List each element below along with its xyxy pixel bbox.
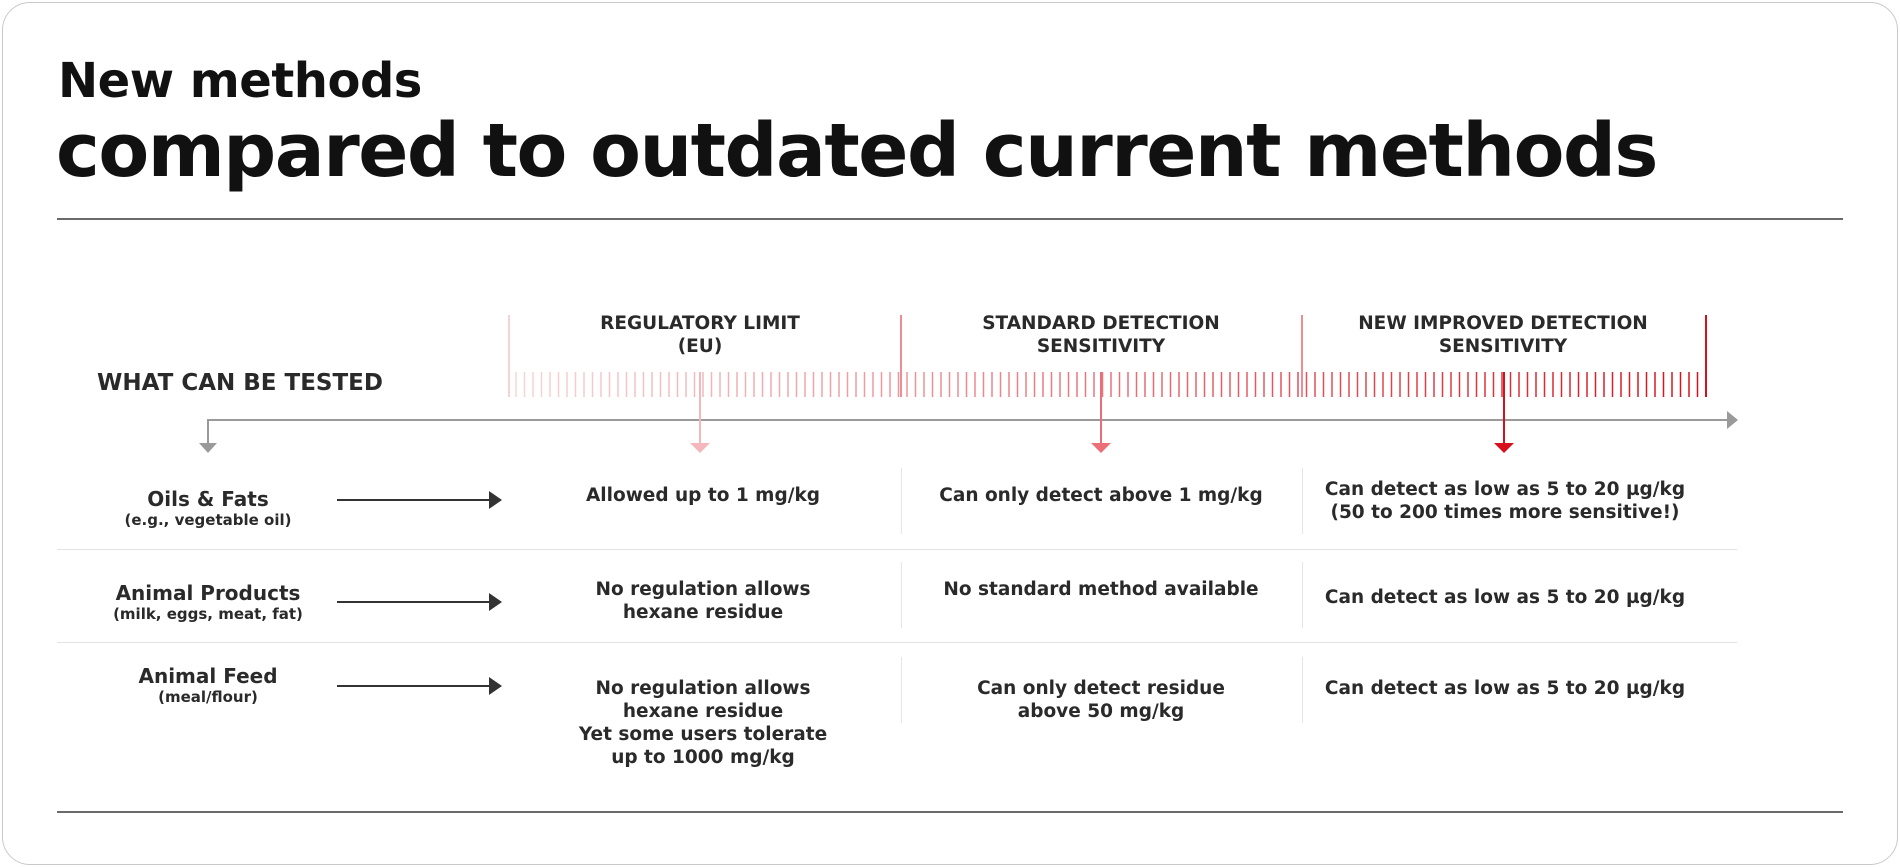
column-header-improved-line2: SENSITIVITY bbox=[1438, 336, 1568, 357]
cell-animal-feed-improved bbox=[1310, 677, 1700, 700]
cell-text-line: No regulation allows bbox=[595, 579, 811, 600]
regulatory-indicator-arrow bbox=[690, 372, 710, 453]
arrow-right-icon bbox=[489, 593, 502, 611]
cell-text-line: (50 to 200 times more sensitive!) bbox=[1330, 502, 1680, 523]
cell-text-line: Can detect as low as 5 to 20 µg/kg bbox=[1324, 479, 1686, 500]
row-arrow-animal-products bbox=[337, 593, 502, 611]
cell-animal-products-standard bbox=[906, 578, 1296, 601]
row-label-title: Animal Feed bbox=[138, 664, 278, 688]
cell-animal-products-improved bbox=[1310, 586, 1700, 609]
axis-right-arrow-icon bbox=[1727, 411, 1738, 429]
cell-text-line: hexane residue bbox=[622, 602, 784, 623]
cell-text-line: hexane residue bbox=[622, 701, 784, 722]
row-label-subtitle: (milk, eggs, meat, fat) bbox=[113, 605, 303, 623]
title-line-2: compared to outdated current methods bbox=[56, 108, 1657, 194]
column-separator bbox=[901, 657, 902, 723]
cell-text-line: Can detect as low as 5 to 20 µg/kg bbox=[1324, 587, 1686, 608]
cell-animal-products-regulatory bbox=[508, 578, 898, 624]
column-header-improved-line1: NEW IMPROVED DETECTION bbox=[1358, 313, 1648, 334]
row-arrow-animal-feed bbox=[337, 677, 502, 695]
column-separator bbox=[1302, 468, 1303, 534]
column-separator bbox=[901, 562, 902, 628]
cell-oils-fats-improved bbox=[1310, 478, 1700, 524]
row-separator bbox=[57, 549, 1737, 550]
cell-text-line: Can only detect above 1 mg/kg bbox=[939, 485, 1263, 506]
column-header-standard-line2: SENSITIVITY bbox=[1036, 336, 1166, 357]
row-label-subtitle: (e.g., vegetable oil) bbox=[124, 511, 292, 529]
row-label-title: Oils & Fats bbox=[147, 487, 269, 511]
cell-text-line: Allowed up to 1 mg/kg bbox=[585, 485, 820, 506]
column-separator bbox=[1302, 657, 1303, 723]
arrow-right-icon bbox=[489, 677, 502, 695]
row-label-animal-products bbox=[58, 581, 358, 624]
cell-text-line: Can detect as low as 5 to 20 µg/kg bbox=[1324, 678, 1686, 699]
row-label-title: Animal Products bbox=[115, 581, 301, 605]
column-header-regulatory-line1: REGULATORY LIMIT bbox=[600, 313, 800, 334]
what-can-be-tested-label: WHAT CAN BE TESTED bbox=[97, 370, 383, 396]
cell-text-line: Can only detect residue bbox=[977, 678, 1225, 699]
column-header-regulatory-line2: (EU) bbox=[677, 336, 723, 357]
row-arrow-oils-fats bbox=[337, 491, 502, 509]
column-separator bbox=[901, 468, 902, 534]
row-separator bbox=[57, 642, 1737, 643]
cell-text-line: No regulation allows bbox=[595, 678, 811, 699]
row-label-subtitle: (meal/flour) bbox=[158, 688, 258, 706]
row-label-oils-fats bbox=[58, 487, 358, 530]
cell-text-line: above 50 mg/kg bbox=[1017, 701, 1185, 722]
cell-text-line: up to 1000 mg/kg bbox=[611, 747, 795, 768]
title-line-1: New methods bbox=[58, 53, 422, 109]
axis-down-arrow-icon bbox=[199, 443, 217, 453]
arrow-right-icon bbox=[489, 491, 502, 509]
scale-ticks bbox=[516, 372, 1698, 397]
cell-animal-feed-standard bbox=[906, 677, 1296, 723]
cell-oils-fats-regulatory bbox=[508, 484, 898, 507]
column-separator bbox=[1302, 562, 1303, 628]
column-header-standard-line1: STANDARD DETECTION bbox=[982, 313, 1220, 334]
row-label-animal-feed bbox=[58, 664, 358, 707]
cell-text-line: No standard method available bbox=[943, 579, 1259, 600]
cell-animal-feed-regulatory bbox=[508, 677, 898, 769]
cell-oils-fats-standard bbox=[906, 484, 1296, 507]
cell-text-line: Yet some users tolerate bbox=[578, 724, 828, 745]
